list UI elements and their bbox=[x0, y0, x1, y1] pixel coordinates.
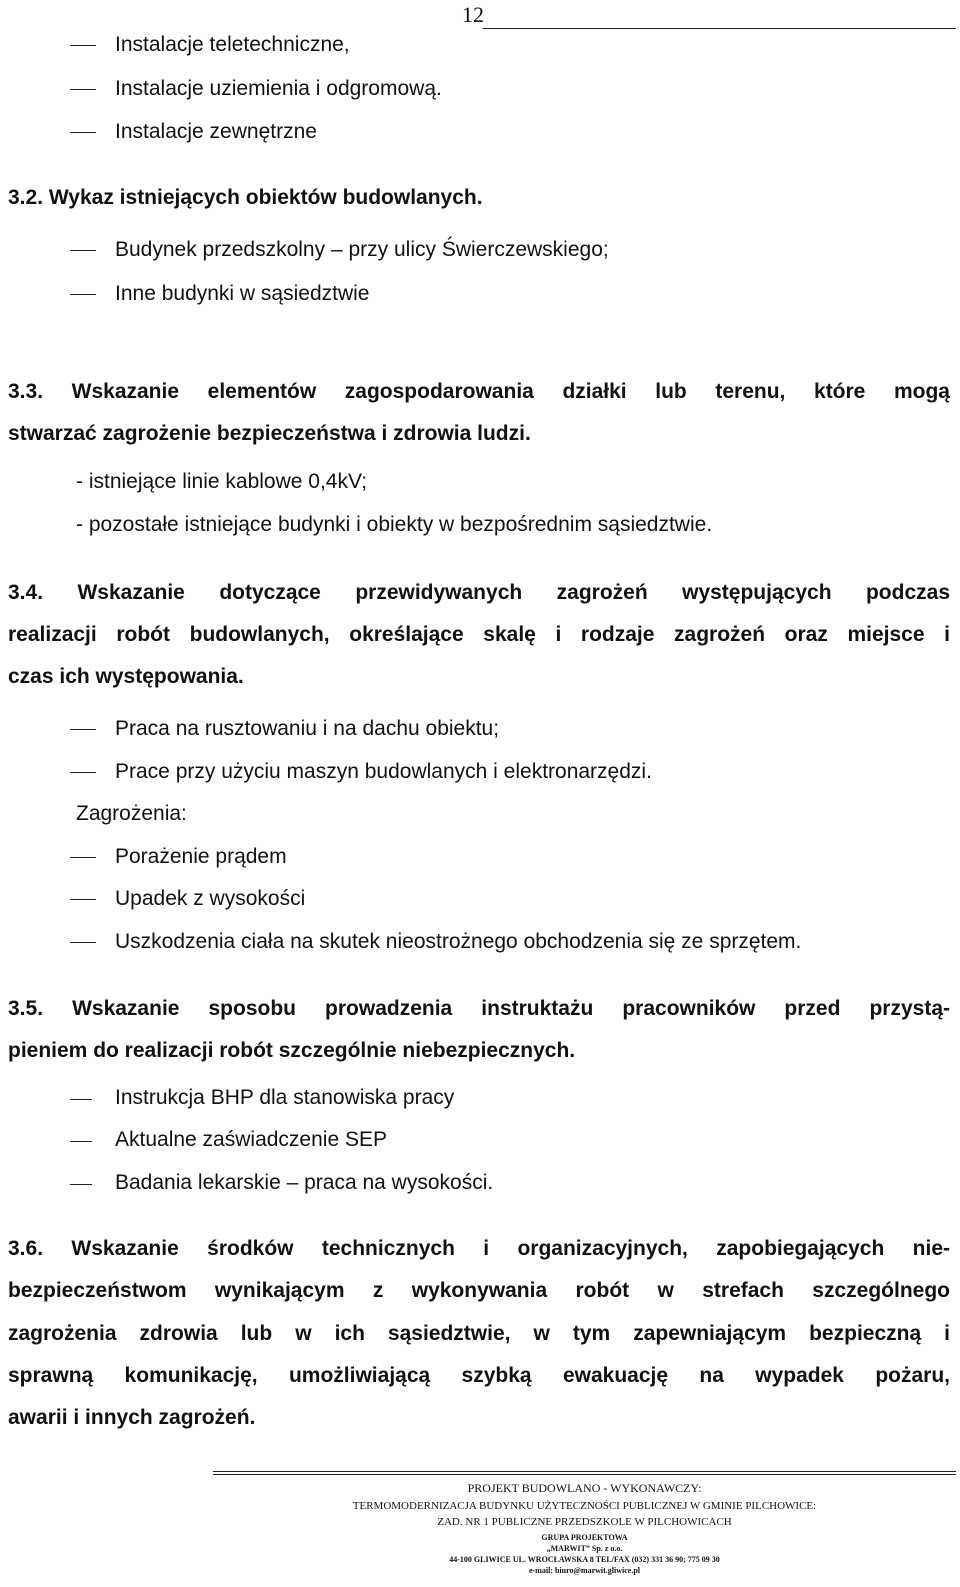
section-heading-continued: awarii i innych zagrożeń. bbox=[8, 1406, 256, 1429]
list-item: Aktualne zaświadczenie SEP bbox=[115, 1128, 387, 1151]
header-rule bbox=[483, 28, 956, 29]
list-item: Inne budynki w sąsiedztwie bbox=[115, 282, 370, 305]
list-item-dash bbox=[70, 857, 96, 858]
section-heading: 3.2. Wykaz istniejących obiektów budowlanych. bbox=[8, 186, 483, 209]
list-item-dash bbox=[70, 772, 96, 773]
list-item: Badania lekarskie – praca na wysokości. bbox=[115, 1171, 494, 1194]
footer-project-title: TERMOMODERNIZACJA BUDYNKU UŻYTECZNOŚCI PUBLICZNEJ W GMINIE PILCHOWICE: bbox=[352, 1500, 817, 1512]
list-item: Praca na rusztowaniu i na dachu obiektu; bbox=[115, 717, 500, 740]
list-item: Prace przy użyciu maszyn budowlanych i elektronarzędzi. bbox=[115, 760, 652, 783]
list-item: Instalacje uziemienia i odgromową. bbox=[115, 77, 442, 100]
list-item-dash bbox=[70, 250, 96, 251]
list-item: Instalacje zewnętrzne bbox=[115, 120, 317, 143]
list-item: Upadek z wysokości bbox=[115, 887, 306, 910]
list-item-dash bbox=[70, 729, 96, 730]
section-heading-continued: zagrożenia zdrowia lub w ich sąsiedztwie, w tym zapewniającym bezpieczną i bbox=[8, 1322, 950, 1345]
footer-rule bbox=[213, 1471, 956, 1472]
list-item-dash bbox=[70, 1184, 92, 1185]
list-item: Instrukcja BHP dla stanowiska pracy bbox=[115, 1086, 455, 1109]
list-item-dash bbox=[70, 45, 96, 46]
footer-email: e-mail: biuro@marwit.gliwice.pl bbox=[528, 1566, 641, 1575]
section-heading-continued: bezpieczeństwom wynikającym z wykonywania robót w strefach szczególnego bbox=[8, 1279, 950, 1302]
footer-rule bbox=[213, 1474, 956, 1475]
footer-project-type: PROJEKT BUDOWLANO - WYKONAWCZY: bbox=[467, 1481, 702, 1495]
section-heading-continued: czas ich występowania. bbox=[8, 665, 244, 688]
list-item-dash bbox=[70, 942, 96, 943]
list-item-dash bbox=[70, 899, 96, 900]
list-item-dash bbox=[70, 1141, 92, 1142]
section-heading-continued: pieniem do realizacji robót szczególnie niebezpiecznych. bbox=[8, 1039, 576, 1062]
hazards-label: Zagrożenia: bbox=[76, 802, 187, 825]
page-number: 12 bbox=[462, 2, 484, 27]
section-heading-continued: realizacji robót budowlanych, określające skalę i rodzaje zagrożeń oraz miejsce i bbox=[8, 623, 950, 646]
section-heading: 3.5. Wskazanie sposobu prowadzenia instruktażu pracowników przed przystą- bbox=[8, 997, 950, 1020]
footer-company-group: GRUPA PROJEKTOWA bbox=[541, 1533, 628, 1542]
list-item-dash bbox=[70, 294, 96, 295]
section-heading: 3.4. Wskazanie dotyczące przewidywanych zagrożeń występujących podczas bbox=[8, 581, 950, 604]
list-item-dash bbox=[70, 1099, 92, 1100]
list-item-dash bbox=[70, 132, 96, 133]
list-item: - istniejące linie kablowe 0,4kV; bbox=[76, 470, 368, 493]
list-item-dash bbox=[70, 89, 96, 90]
list-item: Porażenie prądem bbox=[115, 845, 287, 868]
footer-company-name: „MARWIT” Sp. z o.o. bbox=[546, 1544, 623, 1553]
section-heading-continued: stwarzać zagrożenie bezpieczeństwa i zdrowia ludzi. bbox=[8, 422, 531, 445]
section-heading: 3.6. Wskazanie środków technicznych i organizacyjnych, zapobiegających nie- bbox=[8, 1237, 950, 1260]
list-item: Uszkodzenia ciała na skutek nieostrożnego obchodzenia się ze sprzętem. bbox=[115, 930, 802, 953]
list-item: - pozostałe istniejące budynki i obiekty w bezpośrednim sąsiedztwie. bbox=[76, 513, 713, 536]
footer-task: ZAD. NR 1 PUBLICZNE PRZEDSZKOLE W PILCHOWICACH bbox=[437, 1516, 732, 1528]
list-item: Budynek przedszkolny – przy ulicy Świerczewskiego; bbox=[115, 238, 609, 261]
list-item: Instalacje teletechniczne, bbox=[115, 33, 350, 56]
section-heading: 3.3. Wskazanie elementów zagospodarowania działki lub terenu, które mogą bbox=[8, 380, 950, 403]
section-heading-continued: sprawną komunikację, umożliwiającą szybką ewakuację na wypadek pożaru, bbox=[8, 1364, 950, 1387]
footer-address: 44-100 GLIWICE UL. WROCŁAWSKA 8 TEL/FAX (032) 331 36 90; 775 09 30 bbox=[449, 1555, 720, 1564]
